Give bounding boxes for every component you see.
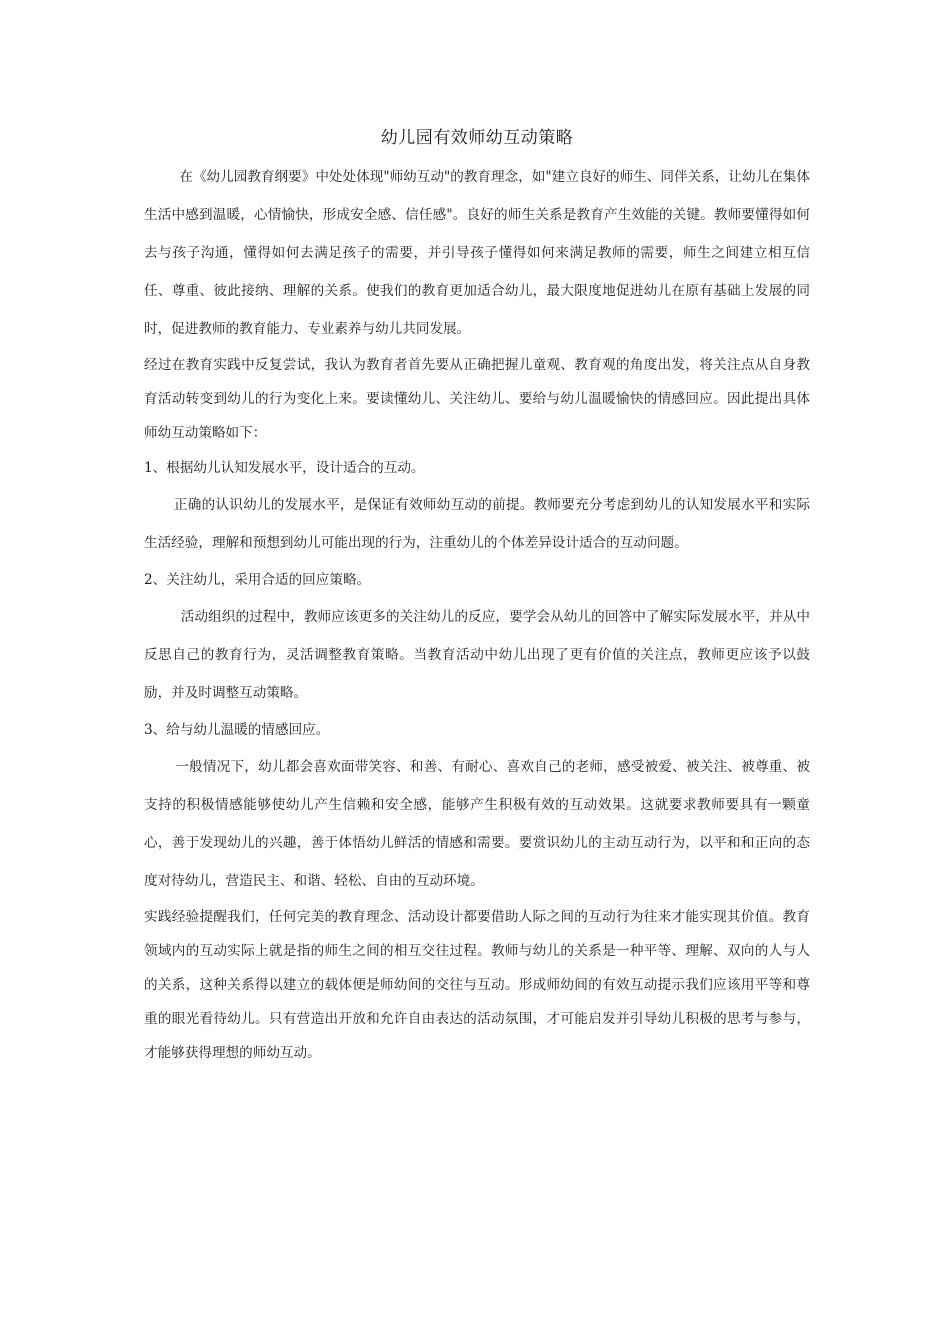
document-body: [144, 124, 810, 1070]
section-3-body: 一般情况下，幼儿都会喜欢面带笑容、和善、有耐心、喜欢自己的老师，感受被爱、被关注、被尊重、被支持的积极情感能够使幼儿产生信赖和安全感，能够产生积极有效的互动效果。这就要求教师要具有一颗童心，善于发现幼儿的兴趣，善于体悟幼儿鲜活的情感和需要。要赏识幼儿的主动互动行为，以平和和正向的态度对待幼儿，营造民主、和谐、轻松、自由的互动环境。: [144, 759, 810, 889]
intro-paragraph-1: 在《幼儿园教育纲要》中处处体现"师幼互动"的教育理念，如"建立良好的师生、同伴关系，让幼儿在集体生活中感到温暖，心情愉快，形成安全感、信任感"。良好的师生关系是教育产生效能的关键。教师要懂得如何去与孩子沟通，懂得如何去满足孩子的需要，并引导孩子懂得如何来满足教师的需要，师生之间建立相互信任、尊重、彼此接纳、理解的关系。使我们的教育更加适合幼儿，最大限度地促进幼儿在原有基础上发展的同时，促进教师的教育能力、专业素养与幼儿共同发展。: [144, 169, 810, 337]
section-1-body: 正确的认识幼儿的发展水平，是保证有效师幼互动的前提。教师要充分考虑到幼儿的认知发展水平和实际生活经验，理解和预想到幼儿可能出现的行为，注重幼儿的个体差异设计适合的互动问题。: [144, 497, 810, 551]
section-2-body: 活动组织的过程中，教师应该更多的关注幼儿的反应，要学会从幼儿的回答中了解实际发展水平，并从中反思自己的教育行为，灵活调整教育策略。当教育活动中幼儿出现了更有价值的关注点，教师更应该予以鼓励，并及时调整互动策略。: [144, 609, 810, 701]
section-3-heading: 3、给与幼儿温暖的情感回应。: [144, 722, 330, 738]
section-1-heading: 1、根据幼儿认知发展水平，设计适合的互动。: [144, 460, 425, 476]
section-2-heading: 2、关注幼儿，采用合适的回应策略。: [144, 572, 371, 588]
conclusion-paragraph: 实践经验提醒我们，任何完美的教育理念、活动设计都要借助人际之间的互动行为往来才能实现其价值。教育领域内的互动实际上就是指的师生之间的相互交往过程。教师与幼儿的关系是一种平等、理解、双向的人与人的关系，这种关系得以建立的载体便是师幼间的交往与互动。形成师幼间的有效互动提示我们应该用平等和尊重的眼光看待幼儿。只有营造出开放和允许自由表达的活动氛围，才可能启发并引导幼儿积极的思考与参与，才能够获得理想的师幼互动。: [144, 909, 810, 1061]
intro-paragraph-2: 经过在教育实践中反复尝试，我认为教育者首先要从正确把握儿童观、教育观的角度出发，将关注点从自身教育活动转变到幼儿的行为变化上来。要读懂幼儿、关注幼儿、要给与幼儿温暖愉快的情感回应。因此提出具体师幼互动策略如下：: [144, 357, 810, 441]
document-title: 幼儿园有效师幼互动策略: [380, 128, 574, 148]
